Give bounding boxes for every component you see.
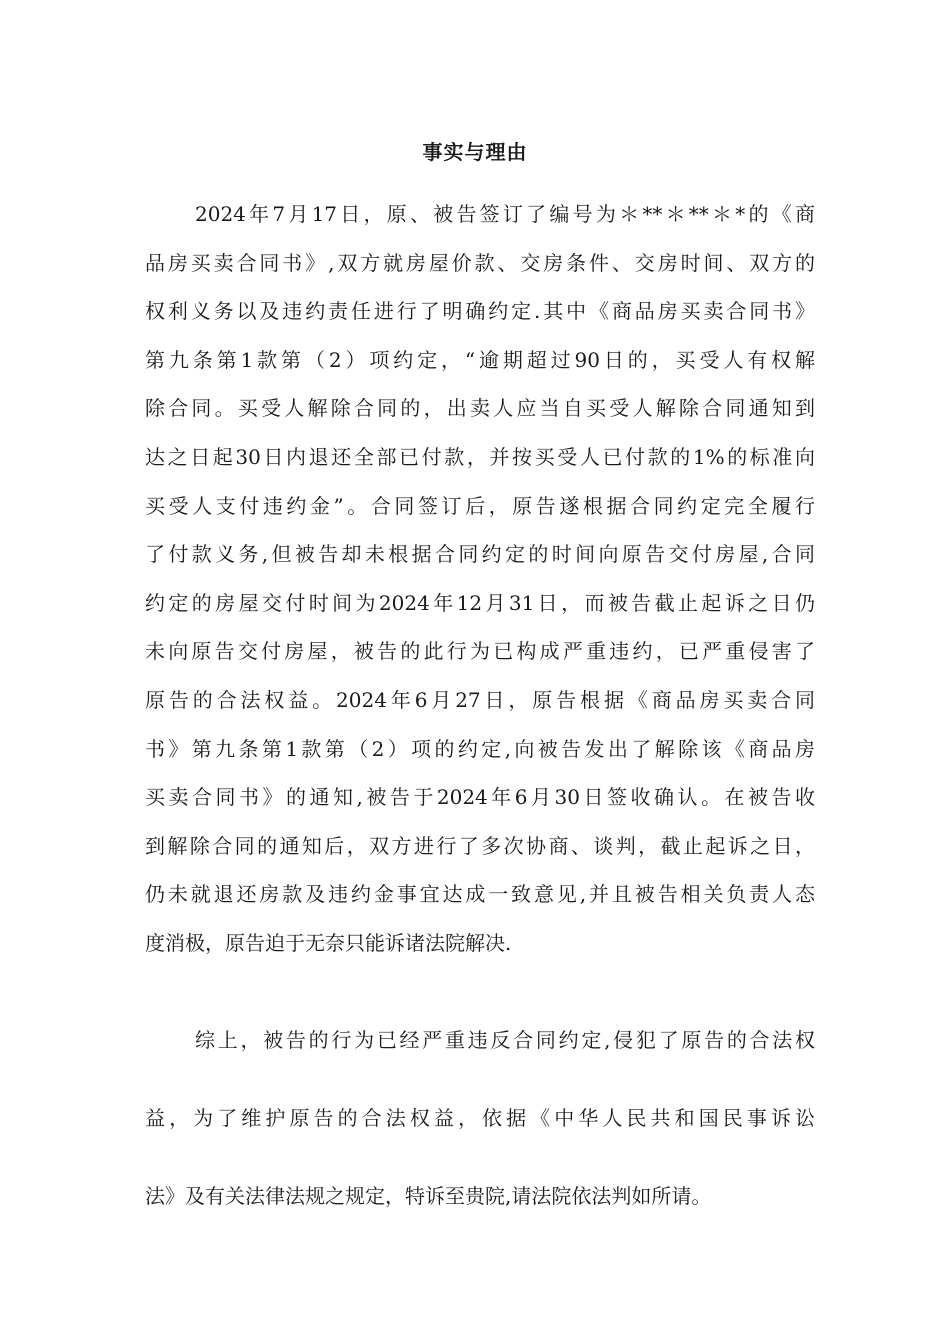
paragraph-line: 度消极，原告迫于无奈只能诉诸法院解决. xyxy=(145,930,512,955)
paragraph-line: 约定的房屋交付时间为2024年12月31日，而被告截止起诉之日仍 xyxy=(145,590,815,615)
paragraph-line: 买受人支付违约金”。合同签订后，原告遂根据合同约定完全履行 xyxy=(145,493,815,518)
paragraph-line: 综上，被告的行为已经严重违反合同约定,侵犯了原告的合法权 xyxy=(195,1028,815,1052)
paragraph-line: 仍未就退还房款及违约金事宜达成一致意见,并且被告相关负责人态 xyxy=(145,882,815,907)
paragraph-line: 了付款义务,但被告却未根据合同约定的时间向原告交付房屋,合同 xyxy=(145,542,815,567)
facts-paragraph xyxy=(145,190,815,968)
paragraph-line: 2024年7月17日，原、被告签订了编号为＊**＊**＊*的《商 xyxy=(195,202,815,226)
paragraph-line: 法》及有关法律法规之规定，特诉至贵院,请法院依法判如所请。 xyxy=(145,1184,712,1208)
paragraph-line: 权利义务以及违约责任进行了明确约定.其中《商品房买卖合同书》 xyxy=(145,299,815,324)
paragraph-line: 第九条第1款第（2）项约定，“逾期超过90日的，买受人有权解 xyxy=(145,347,815,372)
paragraph-line: 品房买卖合同书》,双方就房屋价款、交房条件、交房时间、双方的 xyxy=(145,250,815,275)
paragraph-line: 到解除合同的通知后，双方进行了多次协商、谈判，截止起诉之日， xyxy=(145,833,815,858)
paragraph-line: 益，为了维护原告的合法权益，依据《中华人民共和国民事诉讼 xyxy=(145,1106,815,1130)
paragraph-line: 原告的合法权益。2024年6月27日，原告根据《商品房买卖合同 xyxy=(145,687,815,712)
paragraph-line: 除合同。买受人解除合同的，出卖人应当自买受人解除合同通知到 xyxy=(145,396,815,421)
document-title: 事实与理由 xyxy=(422,140,528,164)
paragraph-line: 书》第九条第1款第（2）项的约定,向被告发出了解除该《商品房 xyxy=(145,736,815,761)
paragraph-line: 买卖合同书》的通知,被告于2024年6月30日签收确认。在被告收 xyxy=(145,785,815,810)
conclusion-paragraph xyxy=(145,1020,815,1254)
paragraph-line: 达之日起30日内退还全部已付款，并按买受人已付款的1%的标准向 xyxy=(145,444,815,469)
paragraph-line: 未向原告交付房屋，被告的此行为已构成严重违约，已严重侵害了 xyxy=(145,639,815,664)
